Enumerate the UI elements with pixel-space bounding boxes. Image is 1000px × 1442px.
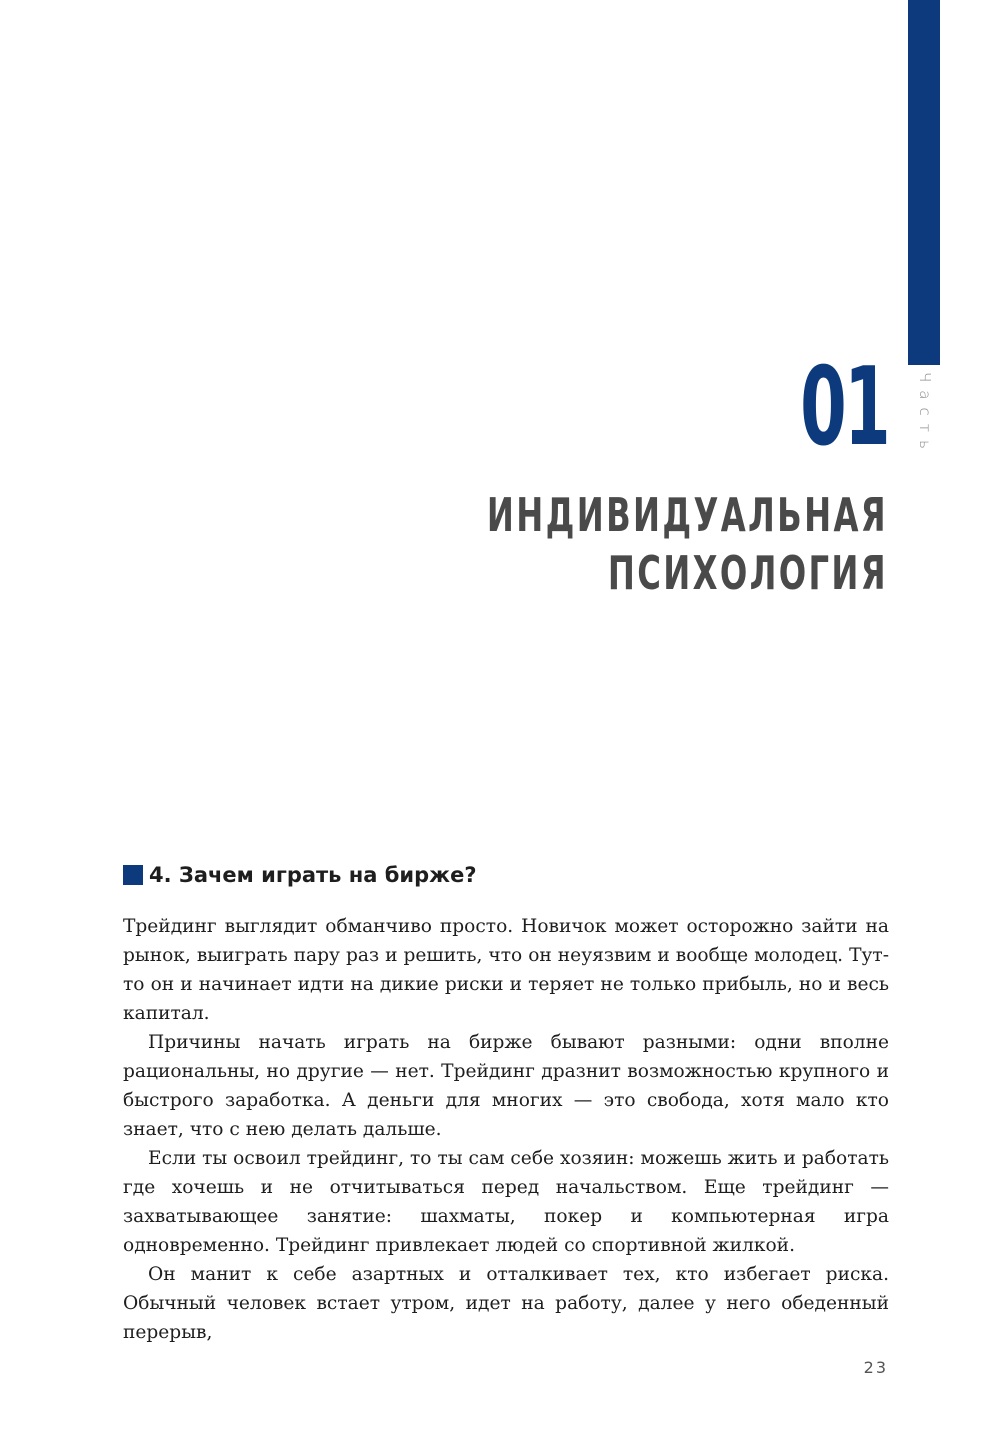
part-number: 01 xyxy=(799,345,888,470)
paragraph-3: Если ты освоил трейдинг, то ты сам себе хозяин: можешь жить и работать где хочешь и не отчитываться перед начальством. Еще трейдинг — захватывающее занятие: шахматы, покер и компьютерная игра одновременно. Трейдинг привлекает людей со спортивной жилкой. xyxy=(123,1148,889,1256)
section-heading-text: 4. Зачем играть на бирже? xyxy=(149,863,477,887)
section-heading xyxy=(123,863,477,887)
side-accent-bar xyxy=(908,0,940,365)
part-label: Часть xyxy=(916,372,934,457)
part-title-line-1: ИНДИВИДУАЛЬНАЯ xyxy=(486,488,888,542)
page-number: 23 xyxy=(863,1358,888,1377)
paragraph-2: Причины начать играть на бирже бывают разными: одни вполне рациональны, но другие — нет. Трейдинг дразнит возможностью крупного и быстрого заработка. А деньги для многих — это свобода, хотя мало кто знает, что с нею делать дальше. xyxy=(123,1032,889,1140)
paragraph-4: Он манит к себе азартных и отталкивает тех, кто избегает риска. Обычный человек встает утром, идет на работу, далее у него обеденный перерыв, xyxy=(123,1264,889,1343)
part-title-line-2: ПСИХОЛОГИЯ xyxy=(607,546,888,600)
part-title xyxy=(342,486,888,602)
body-text xyxy=(123,912,889,1347)
heading-square-icon xyxy=(123,865,143,885)
paragraph-1: Трейдинг выглядит обманчиво просто. Новичок может осторожно зайти на рынок, выиграть пару раз и решить, что он неуязвим и вообще молодец. Тут-то он и начинает идти на дикие риски и теряет не только прибыль, но и весь капитал. xyxy=(123,916,889,1024)
